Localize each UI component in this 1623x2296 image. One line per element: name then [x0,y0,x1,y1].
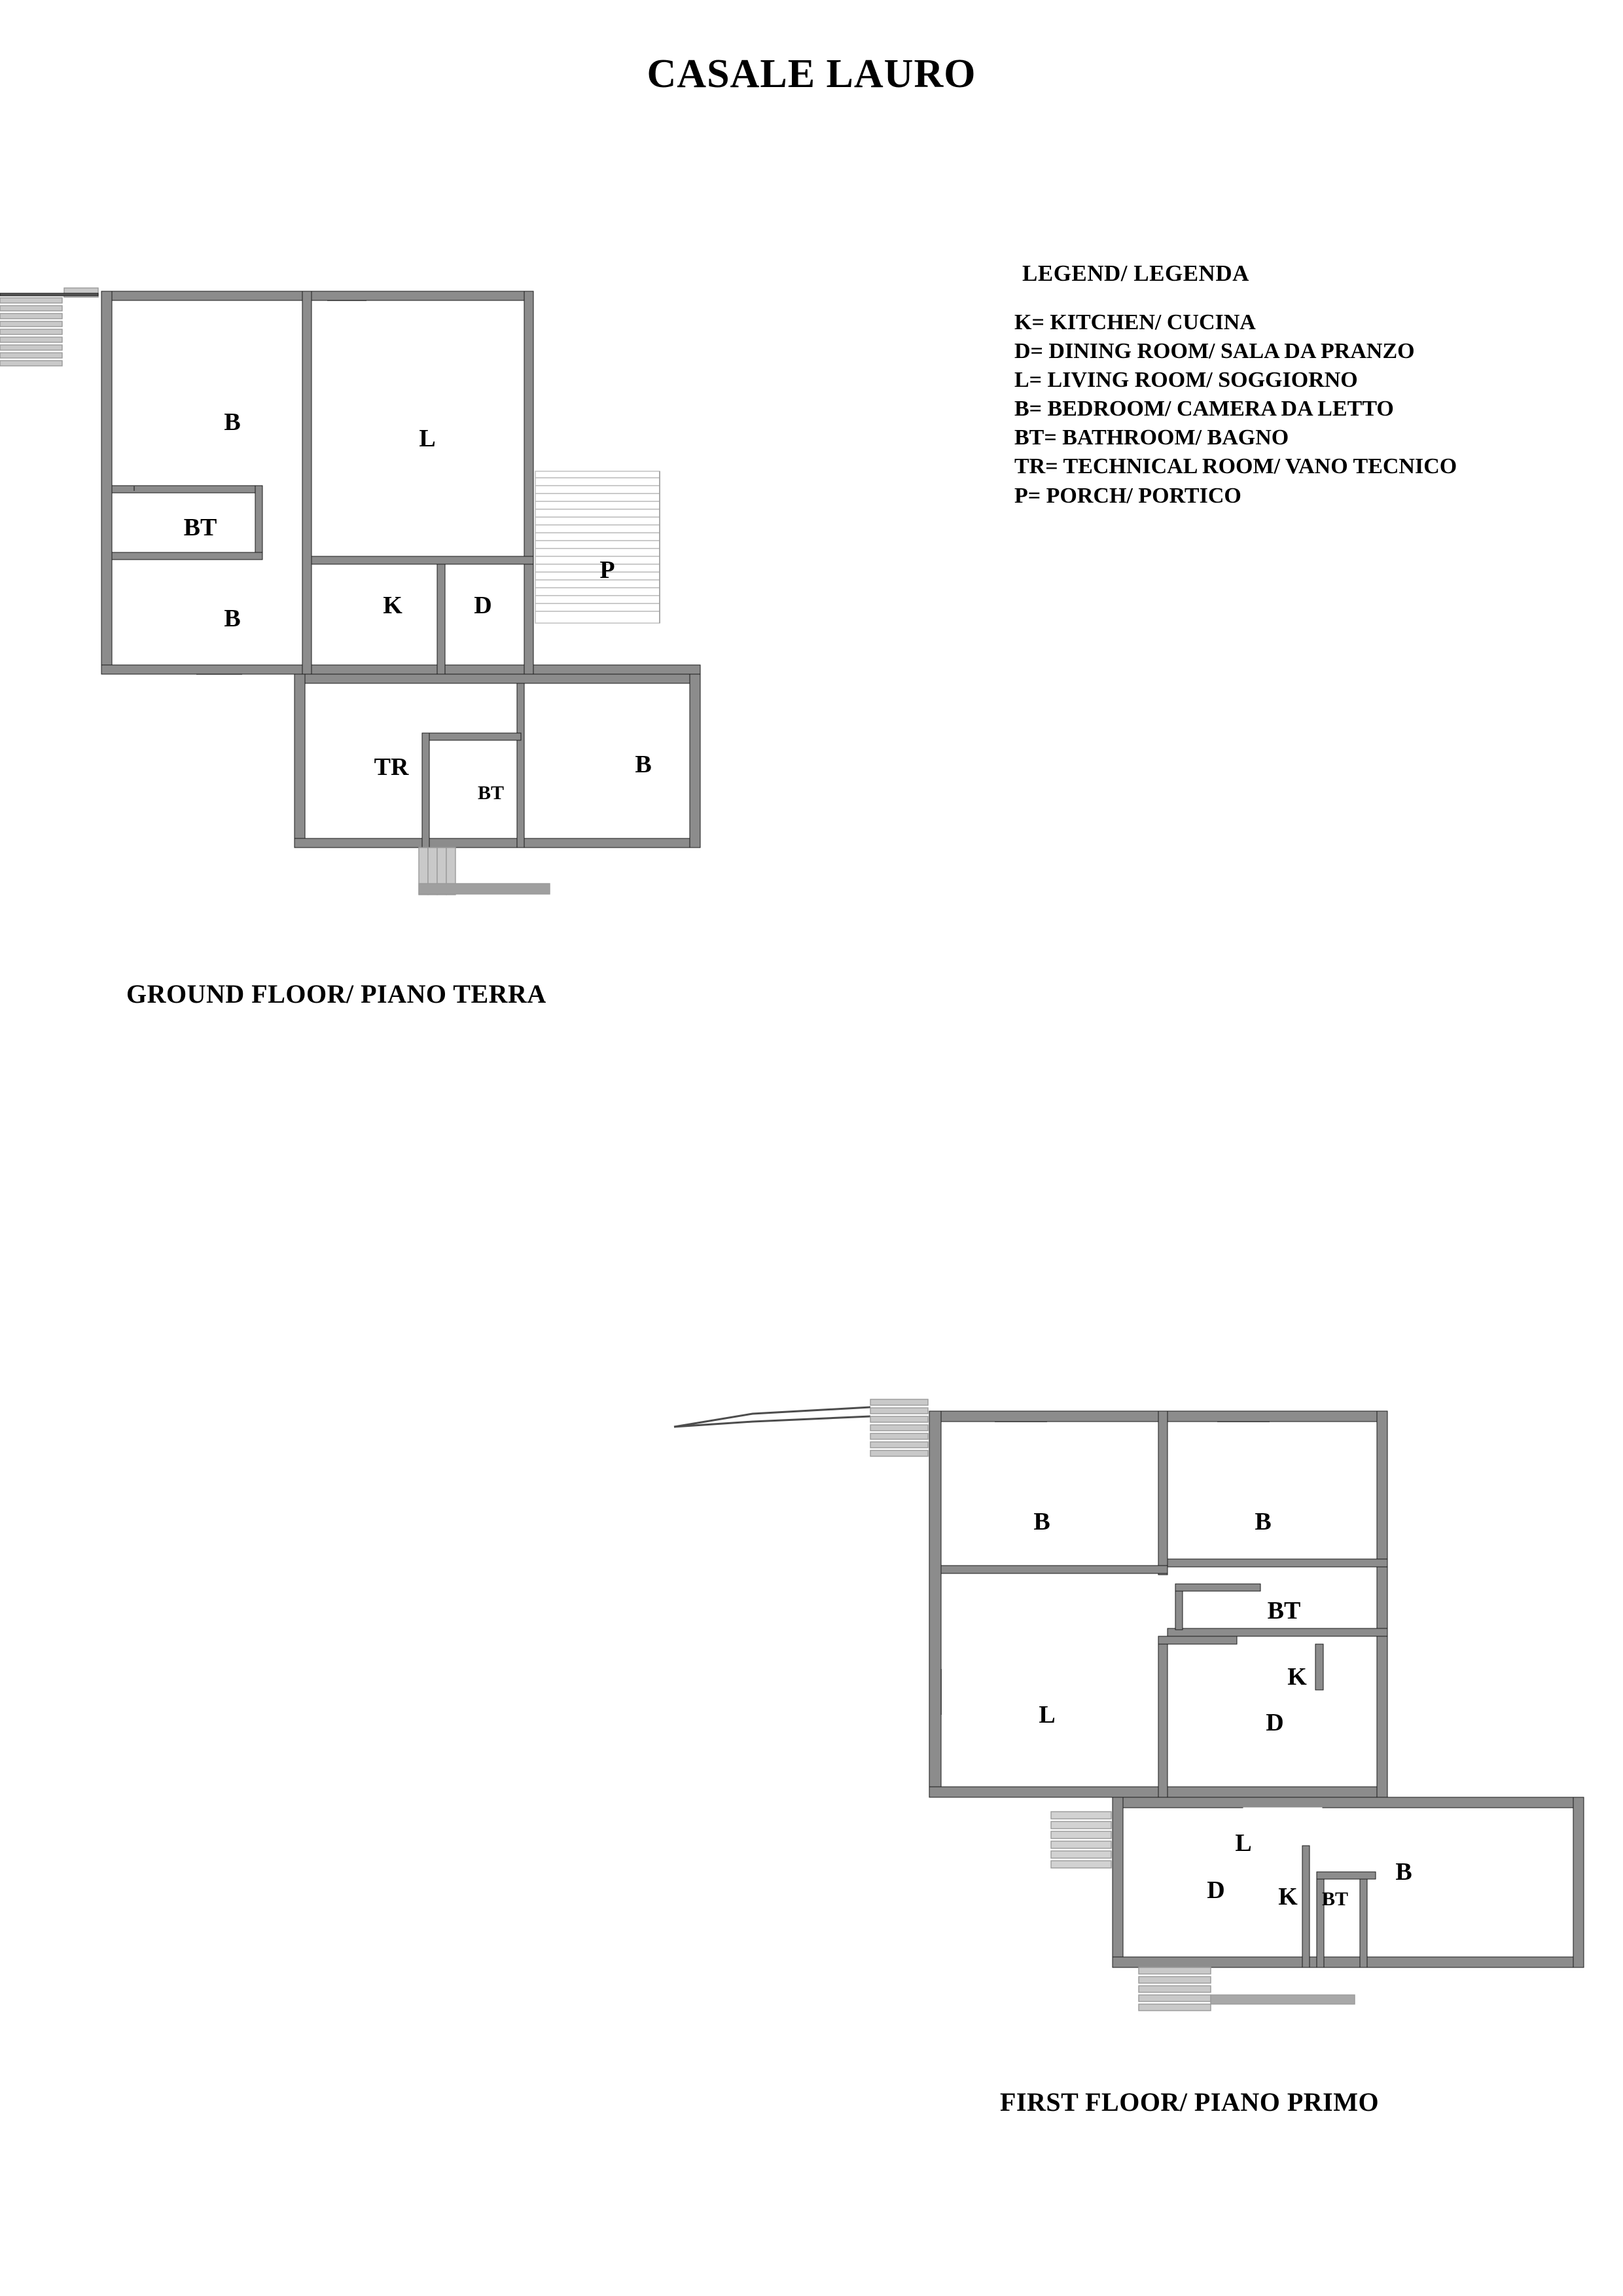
room-label-technical-gf: TR [374,753,409,781]
first-floor-plan [654,1388,1603,2081]
external-stair-north [870,1399,928,1456]
porch-pergola [535,471,660,623]
room-label-kitchen-ff-1: K [1287,1663,1307,1691]
ground-floor-plan [0,275,785,942]
room-label-dining-ff-2: D [1207,1876,1225,1904]
room-label-bathroom-gf-2: BT [477,782,505,804]
room-label-bedroom-gf-3: B [635,751,652,778]
room-label-kitchen-ff-2: K [1278,1883,1298,1910]
external-stair-west [0,288,98,366]
room-label-bedroom-gf-1: B [224,408,241,436]
first-floor-plan-drawing [654,1388,1603,2081]
room-label-bathroom-gf-1: BT [183,514,217,541]
internal-stair [1051,1812,1111,1868]
legend-item-porch: P= PORCH/ PORTICO [1014,483,1241,508]
room-label-bedroom-gf-2: B [224,605,241,632]
room-label-kitchen-gf: K [383,592,402,619]
legend-item-kitchen: K= KITCHEN/ CUCINA [1014,310,1256,334]
room-label-bedroom-ff-3: B [1395,1858,1412,1886]
room-label-bathroom-ff-2: BT [1321,1888,1349,1910]
room-label-living-gf: L [419,425,436,452]
ground-floor-caption: GROUND FLOOR/ PIANO TERRA [126,979,546,1009]
legend [1014,259,1457,511]
room-label-bathroom-ff-1: BT [1267,1597,1301,1624]
legend-item-technical: TR= TECHNICAL ROOM/ VANO TECNICO [1014,454,1457,479]
room-label-living-ff-2: L [1235,1829,1252,1857]
legend-item-living: L= LIVING ROOM/ SOGGIORNO [1014,367,1358,392]
first-floor-caption: FIRST FLOOR/ PIANO PRIMO [1000,2087,1380,2117]
external-stair-south [419,848,550,895]
page-title: CASALE LAURO [647,52,976,96]
room-label-living-ff-1: L [1039,1701,1056,1729]
legend-item-bathroom: BT= BATHROOM/ BAGNO [1014,425,1289,450]
external-stair-south-first [1139,1967,1355,2011]
legend-title: LEGEND/ LEGENDA [1022,260,1249,286]
access-path [674,1407,870,1427]
room-label-bedroom-ff-1: B [1033,1508,1050,1535]
room-label-porch-gf: P [599,556,615,584]
legend-item-dining: D= DINING ROOM/ SALA DA PRANZO [1014,338,1415,363]
room-label-dining-ff-1: D [1266,1709,1284,1736]
room-label-bedroom-ff-2: B [1255,1508,1272,1535]
room-label-dining-gf: D [474,592,492,619]
legend-item-bedroom: B= BEDROOM/ CAMERA DA LETTO [1014,397,1394,422]
